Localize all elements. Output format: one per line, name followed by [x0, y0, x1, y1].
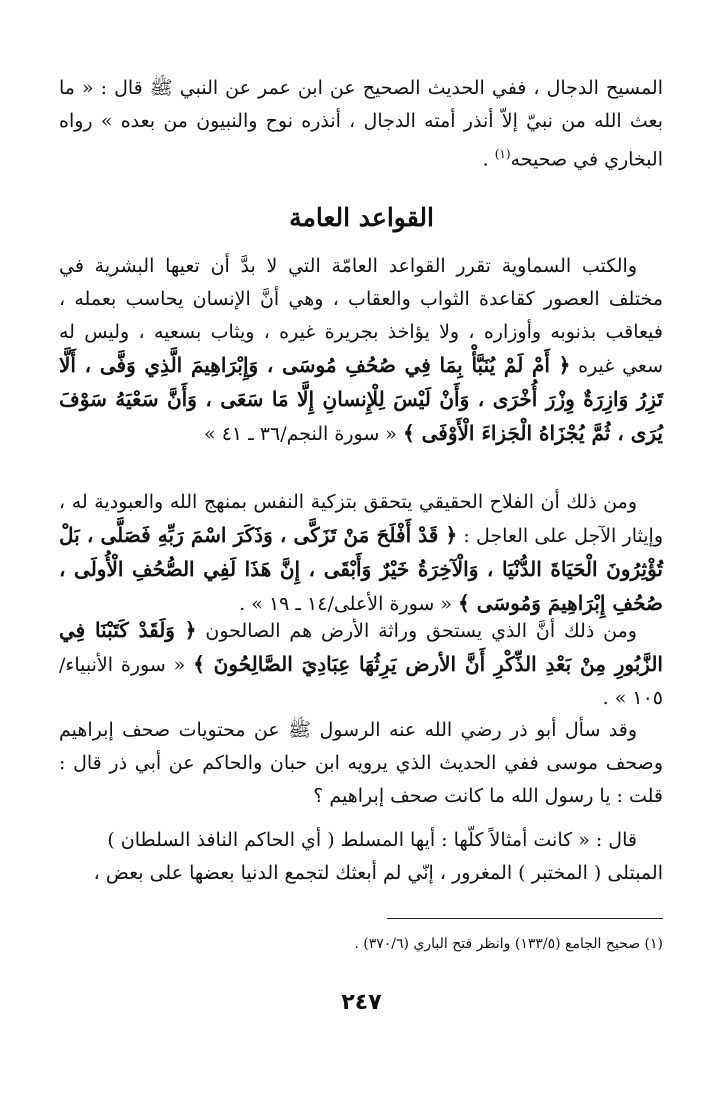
paragraph-6-line-1 — [59, 824, 663, 857]
verse-reference-ala: « سورة الأعلى/١٤ ـ ١٩ » . — [239, 593, 452, 615]
paragraph-1-text: المسيح الدجال ، ففي الحديث الصحيح عن ابن عمر عن النبي ﷺ قال : « ما بعث الله من نبيّ إلاّ أنذر أمته الدجال ، أنذره نوح والنبيون من بعده » رواه البخاري في صحيحه — [59, 77, 663, 171]
footnote: (١) صحيح الجامع (١٣٣/٥) وانظر فتح الباري (٣٧٠/٦) . — [354, 936, 663, 952]
paragraph-5-text: وقد سأل أبو ذر رضي الله عنه الرسول ﷺ عن محتويات صحف إبراهيم وصحف موسى ففي الحديث الذي يرويه ابن حبان والحاكم عن أبي ذر قال : — [59, 719, 663, 774]
quran-verse-anbiya: ﴿ وَلَقَدْ كَتَبْنَا فِي الزَّبُورِ مِنْ بَعْدِ الذِّكْرِ أَنَّ الأرض يَرِثُهَا عِبَادِيَ الصَّالِحُونَ ﴾ — [59, 618, 663, 676]
paragraph-5 — [59, 714, 663, 813]
paragraph-2-text: والكتب السماوية تقرر القواعد العامّة التي لا بدَّ أن تعيها البشرية في مختلف العصور كقاعدة الثواب والعقاب ، وهي أنَّ الإنسان يحاسب بعمله ، فيعاقب بذنوبه وأوزاره ، ولا يؤاخذ بجريرة غيره ، ويثاب بسعيه ، وليس له سعي غيره — [59, 255, 663, 377]
paragraph-6-line-1-text: قال : « كانت أمثالاً كلّها : أيها المسلط ( أي الحاكم النافذ السلطان ) — [107, 829, 637, 851]
quran-verse-ala: ﴿ قَدْ أَفْلَحَ مَنْ تَزَكَّى ، وَذَكَرَ اسْمَ رَبِّهِ فَصَلَّى ، بَلْ تُؤْثِرُونَ الْحَيَاةَ الدُّنْيَا ، وَالْآخِرَةُ خَيْرٌ وَأَبْقَى ، إِنَّ هَذَا لَفِي الصُّحُفِ الْأُولَى ، صُحُفِ إِبْرَاهِيمَ وَمُوسَى ﴾ — [59, 523, 663, 615]
quran-verse-najm: ﴿ أَمْ لَمْ يُنَبَّأْ بِمَا فِي صُحُفِ مُوسَى ، وَإِبْرَاهِيمَ الَّذِي وَفَّى ، أَلَّا تَزِرُ وَازِرَةٌ وِزْرَ أُخْرَى ، وَأَنْ لَيْسَ لِلْإِنسانِ إِلَّا مَا سَعَى ، وَأَنَّ سَعْيَهُ سَوْفَ يُرَى ، ثُمَّ يُجْزَاهُ الْجَزاءَ الْأَوْفَى ﴾ — [59, 353, 663, 445]
paragraph-4-text: ومن ذلك أنَّ الذي يستحق وراثة الأرض هم الصالحون — [205, 620, 637, 642]
footnote-marker[interactable]: (١) — [494, 147, 511, 161]
verse-reference-anbiya: « سورة الأنبياء/١٠٥ » . — [59, 654, 663, 709]
paragraph-6 — [59, 824, 663, 890]
paragraph-2 — [59, 250, 663, 451]
paragraph-6-line-2: المبتلى ( المختبر ) المغرور ، إنّي لم أبعثك لتجمع الدنيا بعضها على بعض ، — [93, 862, 663, 884]
section-heading: القواعد العامة — [289, 203, 434, 232]
page-number: ٢٤٧ — [341, 990, 382, 1015]
paragraph-3 — [59, 486, 663, 621]
paragraph-3-text: ومن ذلك أن الفلاح الحقيقي يتحقق بتزكية النفس بمنهج الله والعبودية له ، وإيثار الآجل على العاجل : — [59, 491, 663, 547]
paragraph-1-end: . — [482, 148, 495, 171]
verse-reference-najm: « سورة النجم/٣٦ ـ ٤١ » — [204, 423, 397, 445]
paragraph-5-question: قلت : يا رسول الله ما كانت صحف إبراهيم ؟ — [313, 785, 663, 807]
paragraph-4 — [59, 614, 663, 715]
footnote-divider — [387, 918, 663, 919]
paragraph-1 — [59, 72, 663, 176]
